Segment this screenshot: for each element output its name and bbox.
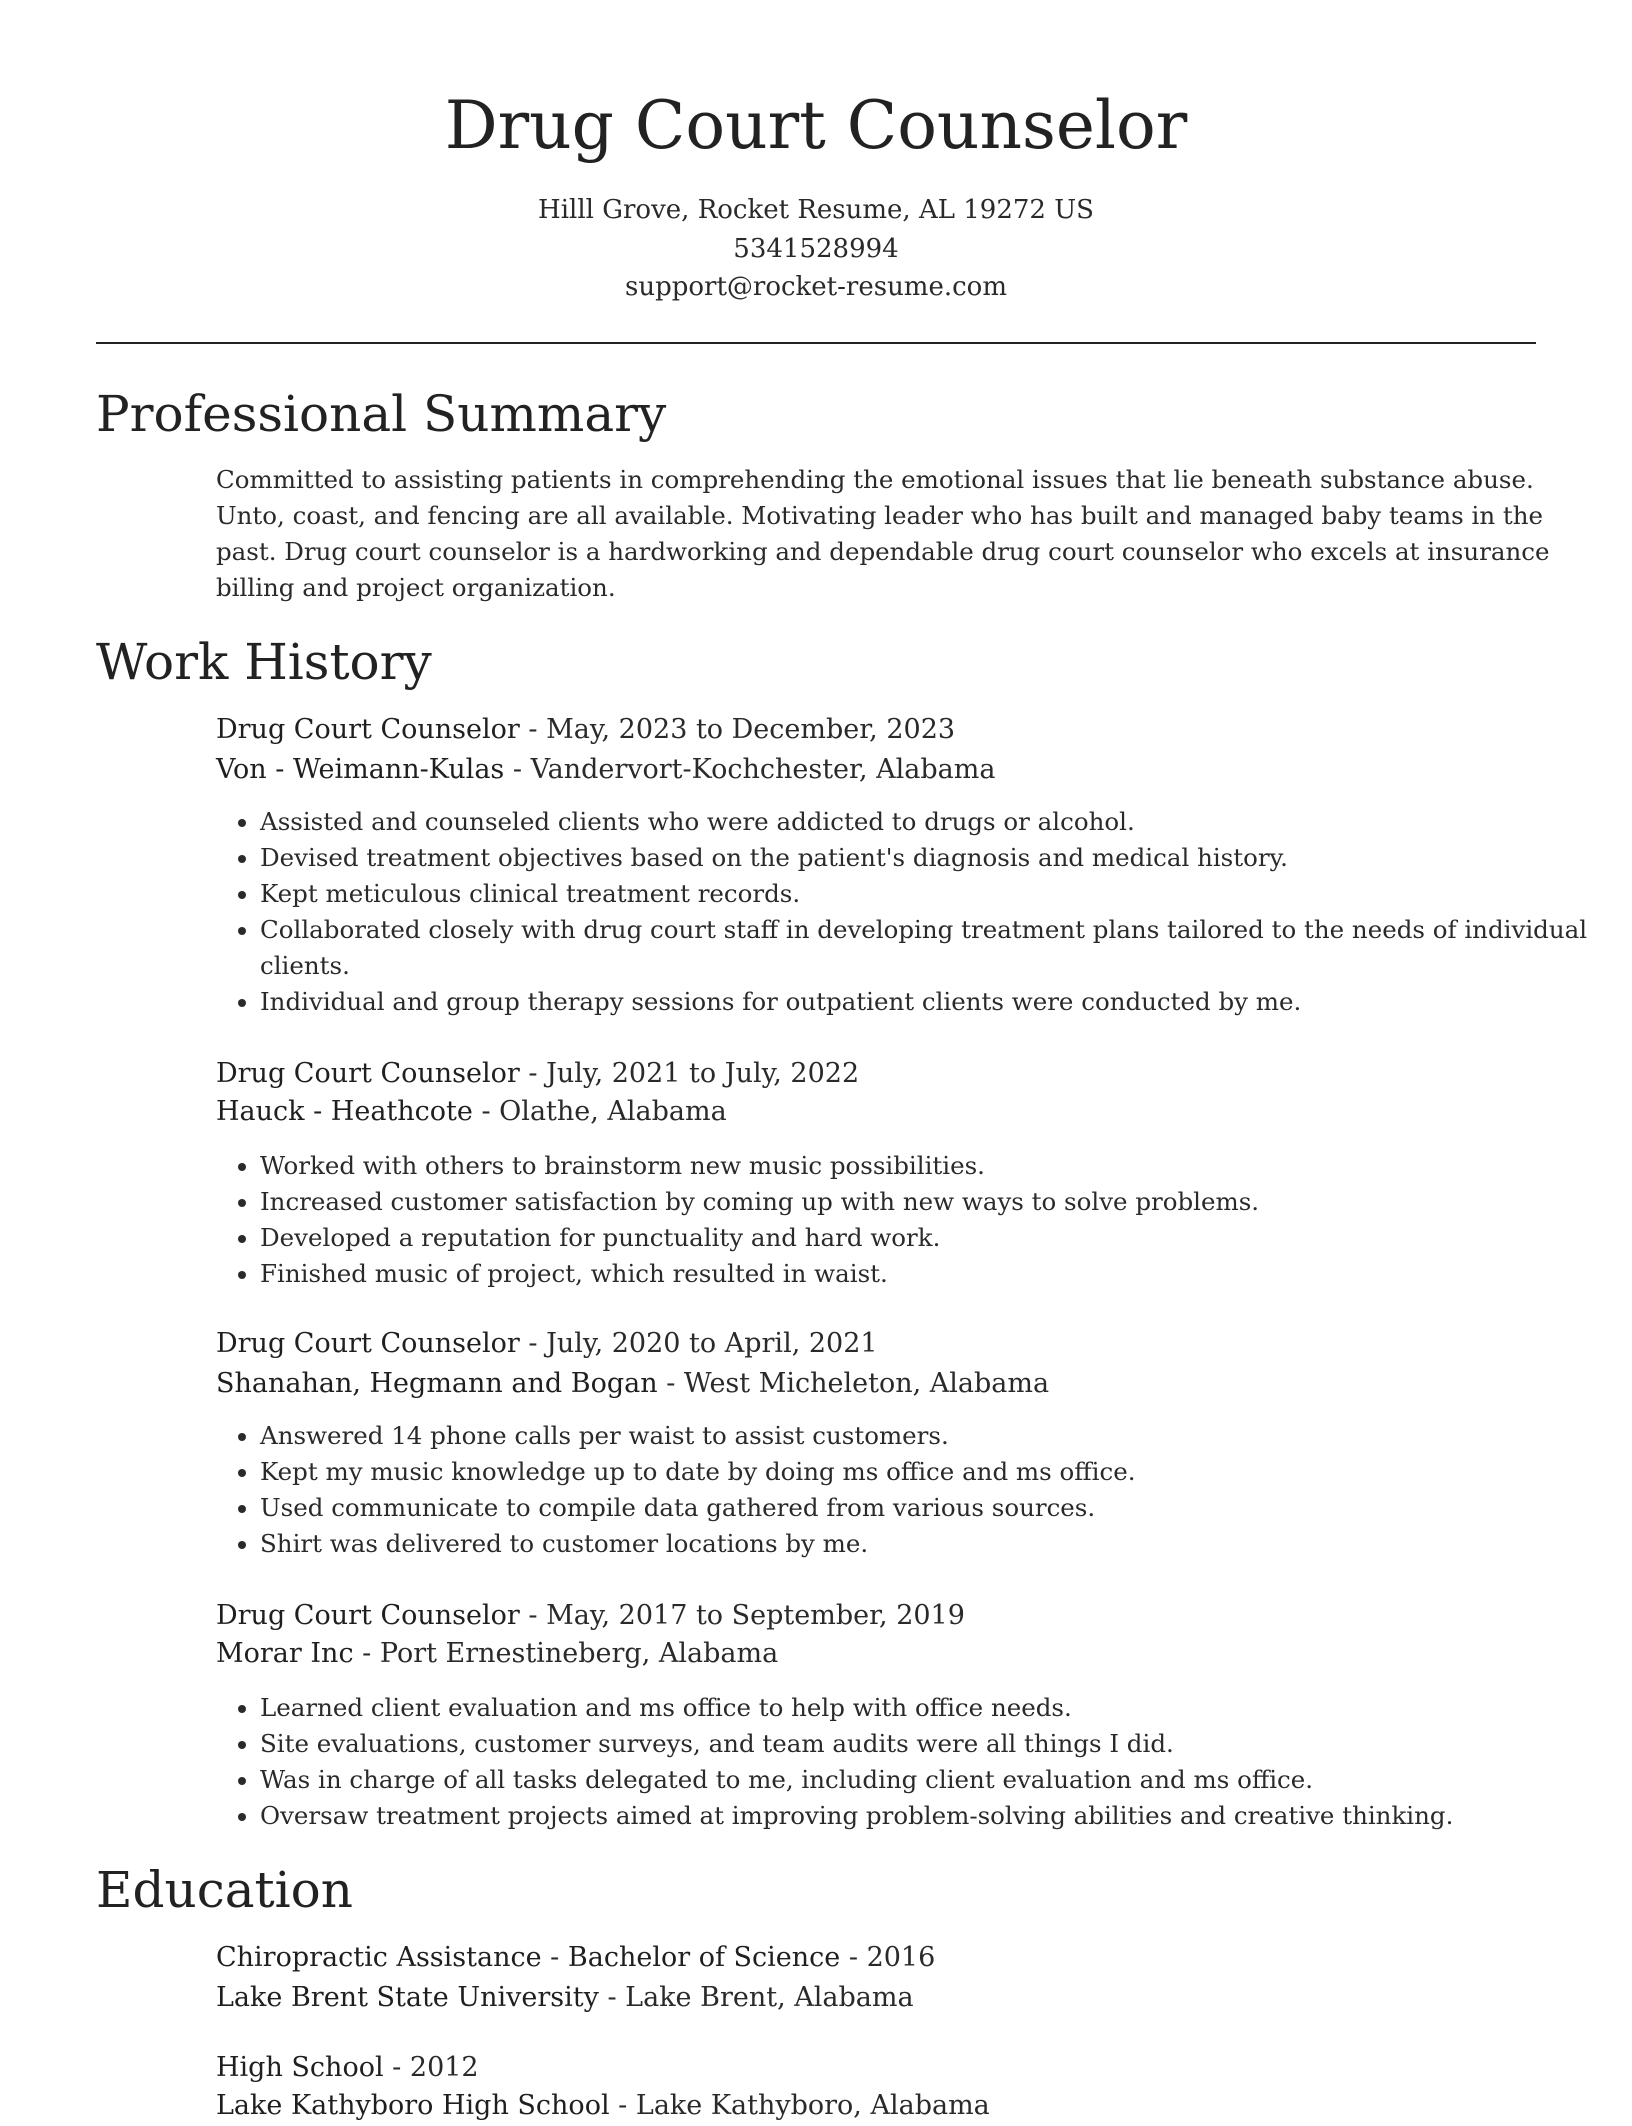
edu-school: Lake Brent State University (216, 1982, 599, 2013)
job-1-title-line (216, 710, 955, 750)
list-item: • Collaborated closely with drug court staff in developing treatment plans tailored to the needs of individual clients. (260, 912, 1600, 984)
job-location: Port Ernestineberg, Alabama (379, 1638, 779, 1669)
edu-school: Lake Kathyboro High School (216, 2090, 610, 2121)
job-employer: Morar Inc (216, 1638, 354, 1669)
summary-text: Committed to assisting patients in comprehending the emotional issues that lie beneath substance abuse. Unto, coast, and fencing are all available. Motivating leader who has built and managed baby teams in the past. Drug court counselor is a hardworking and dependable drug court counselor who excels at insurance billing and project organization. (216, 465, 1550, 602)
list-item: • Used communicate to compile data gathered from various sources. (260, 1490, 1600, 1526)
separator: - (504, 754, 531, 785)
list-item: • Shirt was delivered to customer locations by me. (260, 1526, 1600, 1562)
edu-degree: Bachelor of Science (567, 1942, 841, 1973)
job-dates: May, 2017 to September, 2019 (546, 1600, 965, 1631)
contact-address: Hilll Grove, Rocket Resume, AL 19272 US (538, 195, 1094, 225)
job-1-employer-line (216, 750, 995, 790)
job-position: Drug Court Counselor (216, 714, 520, 745)
job-3-bullets (216, 1418, 1600, 1562)
job-3-title-line (216, 1324, 878, 1364)
job-position: Drug Court Counselor (216, 1328, 520, 1359)
list-item: • Learned client evaluation and ms office to help with office needs. (260, 1690, 1600, 1726)
job-location: Vandervort-Kochchester, Alabama (530, 754, 996, 785)
separator: - (519, 1328, 547, 1359)
section-title-education: Education (96, 1861, 353, 1919)
list-item: • Individual and group therapy sessions for outpatient clients were conducted by me. (260, 984, 1600, 1020)
header-divider (96, 342, 1536, 344)
list-item: • Finished music of project, which resulted in waist. (260, 1256, 1600, 1292)
list-item: • Oversaw treatment projects aimed at improving problem-solving abilities and creative thinking. (260, 1798, 1600, 1834)
separator: - (598, 1982, 626, 2013)
contact-phone: 5341528994 (733, 234, 899, 264)
separator: - (353, 1638, 380, 1669)
separator: - (519, 714, 547, 745)
list-item: • Worked with others to brainstorm new music possibilities. (260, 1148, 1600, 1184)
separator: - (541, 1942, 568, 1973)
separator: - (609, 2090, 636, 2121)
job-2-title-line (216, 1054, 859, 1094)
list-item: • Kept meticulous clinical treatment records. (260, 876, 1600, 912)
separator: - (472, 1096, 500, 1127)
edu-location: Lake Kathyboro, Alabama (635, 2090, 990, 2121)
job-4-employer-line (216, 1634, 778, 1674)
separator: - (840, 1942, 867, 1973)
edu-field: Chiropractic Assistance (216, 1942, 542, 1973)
job-1-bullets (216, 804, 1600, 1020)
job-employer: Shanahan, Hegmann and Bogan (216, 1368, 658, 1399)
job-3-employer-line (216, 1364, 1049, 1404)
edu-1-school-line (216, 1978, 914, 2018)
job-employer: Von - Weimann-Kulas (216, 754, 505, 785)
job-position: Drug Court Counselor (216, 1600, 520, 1631)
job-location: Olathe, Alabama (499, 1096, 727, 1127)
list-item: • Answered 14 phone calls per waist to assist customers. (260, 1418, 1600, 1454)
separator: - (657, 1368, 684, 1399)
contact-email: support@rocket-resume.com (624, 272, 1007, 302)
job-dates: July, 2020 to April, 2021 (546, 1328, 878, 1359)
job-location: West Micheleton, Alabama (683, 1368, 1050, 1399)
job-4-bullets (216, 1690, 1600, 1834)
edu-2-degree-line (216, 2048, 479, 2088)
list-item: • Increased customer satisfaction by coming up with new ways to solve problems. (260, 1184, 1600, 1220)
list-item: • Site evaluations, customer surveys, and team audits were all things I did. (260, 1726, 1600, 1762)
job-employer: Hauck - Heathcote (216, 1096, 473, 1127)
list-item: • Developed a reputation for punctuality and hard work. (260, 1220, 1600, 1256)
edu-1-degree-line (216, 1938, 935, 1978)
list-item: • Devised treatment objectives based on the patient's diagnosis and medical history. (260, 840, 1600, 876)
edu-year: 2012 (409, 2052, 479, 2083)
job-2-employer-line (216, 1092, 727, 1132)
list-item: • Assisted and counseled clients who were addicted to drugs or alcohol. (260, 804, 1600, 840)
job-dates: July, 2021 to July, 2022 (546, 1058, 860, 1089)
edu-year: 2016 (866, 1942, 936, 1973)
edu-2-school-line (216, 2086, 990, 2126)
edu-location: Lake Brent, Alabama (625, 1982, 914, 2013)
resume-name: Drug Court Counselor (444, 87, 1188, 164)
separator: - (519, 1058, 547, 1089)
list-item: • Was in charge of all tasks delegated to me, including client evaluation and ms office. (260, 1762, 1600, 1798)
job-4-title-line (216, 1596, 965, 1636)
edu-field: High School (216, 2052, 384, 2083)
separator: - (383, 2052, 410, 2083)
job-position: Drug Court Counselor (216, 1058, 520, 1089)
job-dates: May, 2023 to December, 2023 (546, 714, 956, 745)
section-title-work: Work History (96, 633, 432, 691)
list-item: • Kept my music knowledge up to date by doing ms office and ms office. (260, 1454, 1600, 1490)
job-2-bullets (216, 1148, 1600, 1292)
separator: - (519, 1600, 547, 1631)
section-title-summary: Professional Summary (96, 385, 667, 443)
